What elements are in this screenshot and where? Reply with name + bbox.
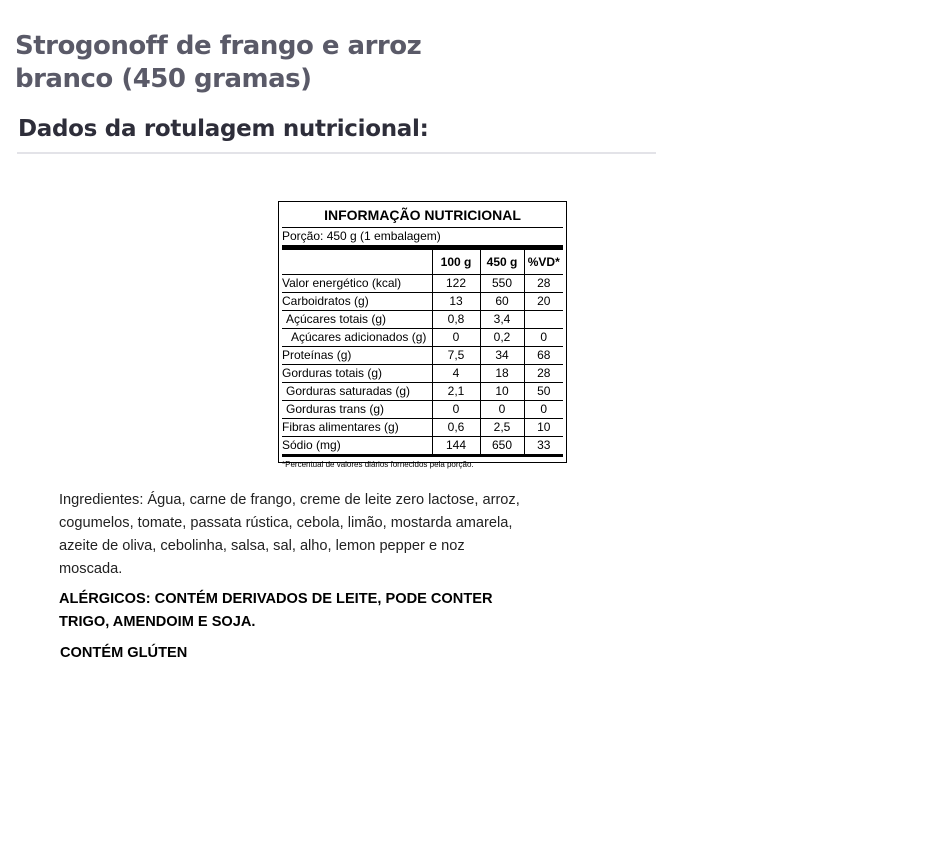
nutrient-per-100g: 7,5 <box>432 347 480 365</box>
nutrient-name: Açúcares adicionados (g) <box>282 329 432 347</box>
nutrient-vd: 10 <box>524 419 563 437</box>
nutrient-name: Carboidratos (g) <box>282 293 432 311</box>
nutrient-vd: 28 <box>524 365 563 383</box>
nutrition-footnote: *Percentual de valores diários fornecidos pela porção. <box>282 460 474 469</box>
table-row <box>282 347 563 365</box>
table-row <box>282 365 563 383</box>
nutrient-vd: 20 <box>524 293 563 311</box>
nutrient-per-450g: 2,5 <box>480 419 524 437</box>
nutrient-name: Proteínas (g) <box>282 347 432 365</box>
nutrient-per-100g: 13 <box>432 293 480 311</box>
nutrient-vd: 68 <box>524 347 563 365</box>
nutrition-table <box>282 250 563 457</box>
table-row <box>282 311 563 329</box>
nutrient-per-100g: 0 <box>432 329 480 347</box>
nutrient-vd: 0 <box>524 329 563 347</box>
table-row <box>282 437 563 456</box>
product-title: Strogonoff de frango e arroz branco (450 gramas) <box>15 31 422 94</box>
nutrient-per-100g: 122 <box>432 275 480 293</box>
table-row <box>282 275 563 293</box>
nutrient-name: Sódio (mg) <box>282 437 432 456</box>
nutrient-per-450g: 0,2 <box>480 329 524 347</box>
nutrient-per-450g: 34 <box>480 347 524 365</box>
nutrient-per-100g: 0,6 <box>432 419 480 437</box>
nutrition-facts-label <box>278 201 567 469</box>
nutrient-name: Valor energético (kcal) <box>282 275 432 293</box>
nutrient-vd: 33 <box>524 437 563 456</box>
table-row <box>282 293 563 311</box>
section-divider <box>17 152 656 154</box>
nutrient-per-450g: 18 <box>480 365 524 383</box>
gluten-warning: CONTÉM GLÚTEN <box>60 645 188 661</box>
nutrition-title: INFORMAÇÃO NUTRICIONAL <box>324 207 521 223</box>
table-row <box>282 401 563 419</box>
nutrient-per-100g: 0 <box>432 401 480 419</box>
table-row <box>282 383 563 401</box>
nutrition-header-450g: 450 g <box>480 250 524 275</box>
nutrient-name: Açúcares totais (g) <box>282 311 432 329</box>
nutrition-header-name <box>282 250 432 275</box>
nutrient-vd: 28 <box>524 275 563 293</box>
nutrition-header-vd: %VD* <box>524 250 563 275</box>
nutrient-per-100g: 0,8 <box>432 311 480 329</box>
nutrient-name: Gorduras trans (g) <box>282 401 432 419</box>
nutrient-vd: 0 <box>524 401 563 419</box>
nutrient-per-100g: 144 <box>432 437 480 456</box>
nutrition-portion: Porção: 450 g (1 embalagem) <box>282 229 441 243</box>
nutrient-per-450g: 0 <box>480 401 524 419</box>
nutrition-header-row <box>282 250 563 275</box>
nutrient-name: Gorduras totais (g) <box>282 365 432 383</box>
nutrient-name: Gorduras saturadas (g) <box>282 383 432 401</box>
nutrition-header-100g: 100 g <box>432 250 480 275</box>
nutrient-per-450g: 10 <box>480 383 524 401</box>
table-row <box>282 329 563 347</box>
nutrient-per-450g: 550 <box>480 275 524 293</box>
nutrient-per-450g: 3,4 <box>480 311 524 329</box>
ingredients-text: Ingredientes: Água, carne de frango, creme de leite zero lactose, arroz, cogumelos, tomate, passata rústica, cebola, limão, mostarda amarela, azeite de oliva, cebolinha, salsa, sal, alho, lemon pepper e noz moscada. <box>59 492 520 577</box>
allergens-warning: ALÉRGICOS: CONTÉM DERIVADOS DE LEITE, PODE CONTER TRIGO, AMENDOIM E SOJA. <box>59 591 493 630</box>
nutrient-per-100g: 4 <box>432 365 480 383</box>
table-row <box>282 419 563 437</box>
nutrient-per-450g: 650 <box>480 437 524 456</box>
nutrient-vd <box>524 311 563 329</box>
nutrient-vd: 50 <box>524 383 563 401</box>
nutrient-name: Fibras alimentares (g) <box>282 419 432 437</box>
nutrient-per-450g: 60 <box>480 293 524 311</box>
section-title: Dados da rotulagem nutricional: <box>18 116 429 142</box>
nutrient-per-100g: 2,1 <box>432 383 480 401</box>
